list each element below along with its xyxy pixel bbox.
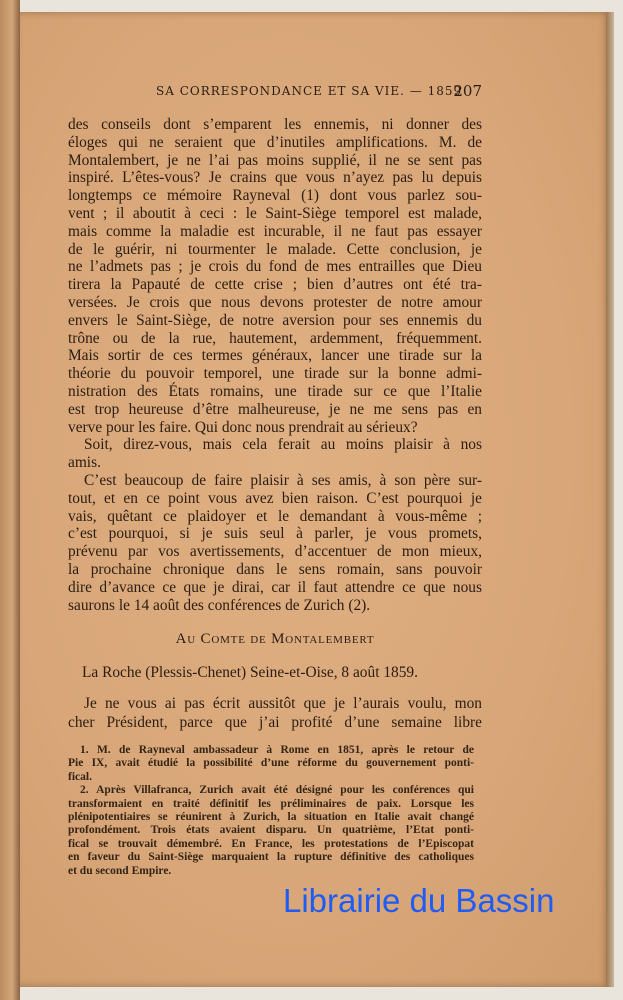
text-line: versées. Je crois que nous devons protester de notre amour (68, 293, 482, 311)
text-line: envers le Saint-Siège, de notre aversion pour ses ennemis du (68, 311, 482, 329)
footnote-line: profondément. Trois états avaient disparu. Un quatrième, l’Etat ponti- (68, 824, 474, 837)
text-line: c’est pourquoi, si je suis seul à parler, je vous promets, (68, 525, 482, 543)
footnote-line: plénipotentiaires se réunirent à Zurich, la situation en Italie avait changé (68, 810, 474, 823)
text-line: Montalembert, je ne l’ai pas moins supplié, il ne se sent pas (68, 151, 482, 169)
text-line: C’est beaucoup de faire plaisir à ses amis, à son père sur- (84, 471, 482, 489)
text-line: dire d’avance ce que je dirai, car il faut attendre ce que nous (68, 578, 482, 596)
footnotes (68, 744, 474, 878)
text-line: nistration des États romains, une tirade sur ce que l’Italie (68, 382, 482, 400)
text-line: tout, et en ce point vous avez bien raison. C’est pourquoi je (68, 489, 482, 507)
text-line: inspiré. L’êtes-vous? Je crains que vous n’ayez pas lu depuis (68, 169, 482, 187)
text-line: la prochaine chronique dans le sens romain, sans pouvoir (68, 560, 482, 578)
text-line: saurons le 14 août des conférences de Zurich (2). (68, 596, 371, 614)
letter-dateline: La Roche (Plessis-Chenet) Seine-et-Oise, 8 août 1859. (82, 664, 418, 681)
text-line: cher Président, parce que j’ai profité d’une semaine libre (68, 714, 482, 731)
text-line: amis. (68, 454, 101, 472)
running-title: SA CORRESPONDANCE ET SA VIE. — 1859 (156, 84, 463, 98)
footnote-line: en faveur du Saint-Siège marquaient la rupture définitive des catholiques (68, 851, 474, 864)
text-line: mais comme la maladie est incurable, il ne faut pas essayer (68, 222, 482, 240)
body-text (68, 116, 482, 614)
text-line: tirera la Papauté de cette crise ; bien d’autres ont été tra- (68, 276, 482, 294)
text-line: prévenu par vos avertissements, d’accentuer de mon mieux, (68, 543, 482, 561)
adjacent-page-edge (0, 0, 20, 1000)
page-edge-shadow (606, 12, 614, 987)
letter-opening (68, 694, 482, 732)
text-line: longtemps ce mémoire Rayneval (1) dont vous parlez sou- (68, 187, 482, 205)
text-line: ne l’admets pas ; je crois du fond de mes entrailles que Dieu (68, 258, 482, 276)
text-line: vais, quêtant ce plaidoyer et le demandant à vous-même ; (68, 507, 482, 525)
text-line: Je ne vous ai pas écrit aussitôt que je l’aurais voulu, mon (84, 695, 482, 712)
text-line: vent ; il aboutit à ceci : le Saint-Siège temporel est malade, (68, 204, 482, 222)
text-line: verve pour les faire. Qui donc nous prendrait au sérieux? (68, 418, 418, 436)
footnote-line: Pie IX, avait étudié la possibilité d’une réforme du gouvernement ponti- (68, 757, 474, 770)
text-line: éloges qui ne seraient que d’inutiles amplifications. M. de (68, 133, 482, 151)
watermark: Librairie du Bassin (283, 882, 555, 919)
footnote-line: et du second Empire. (68, 864, 172, 877)
footnote-line: 2. Après Villafranca, Zurich avait été désigné pour les conférences qui (80, 784, 474, 797)
footnote-line: 1. M. de Rayneval ambassadeur à Rome en 1851, après le retour de (80, 744, 474, 756)
footnote-line: fical. (68, 770, 92, 783)
text-line: Mais sortir de ces termes généraux, lancer une tirade sur la (68, 347, 482, 365)
page-number: 207 (453, 82, 482, 100)
text-line: est trop heureuse d’être malheureuse, je ne me sens pas en (68, 400, 482, 418)
text-line: théorie du pouvoir temporel, une tirade sur la bonne admi- (68, 365, 482, 383)
text-line: Soit, direz-vous, mais cela ferait au moins plaisir à nos (84, 436, 482, 454)
text-line: trône ou de la rue, hautement, ardemment, fréquemment. (68, 329, 482, 347)
letter-heading: Au Comte de Montalembert (175, 631, 375, 647)
footnote-line: fical se trouvait démembré. En France, les protestations de l’Episcopat (68, 837, 474, 850)
text-line: des conseils dont s’emparent les ennemis, ni donner des (68, 116, 482, 133)
running-header (68, 82, 482, 100)
footnote-line: transformaient en traité définitif les préliminaires de paix. Lorsque les (68, 797, 474, 810)
text-line: de le guérir, ni tourmenter le malade. Cette conclusion, je (68, 240, 482, 258)
